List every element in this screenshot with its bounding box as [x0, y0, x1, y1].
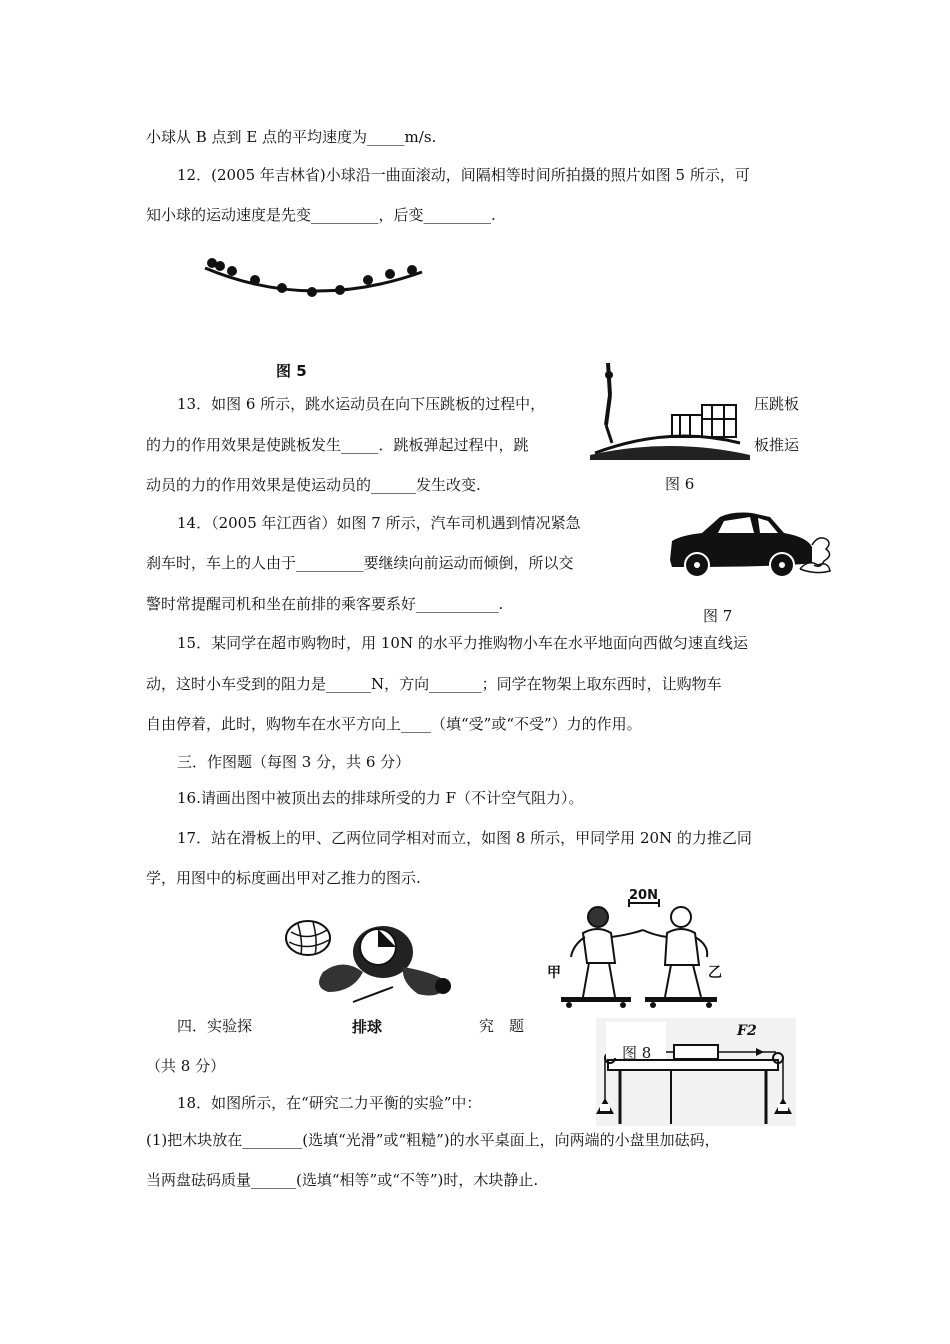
question-18: 18．如图所示，在“研究二力平衡的实验”中： — [177, 1094, 482, 1112]
question-15: 15．某同学在超市购物时，用 10N 的水平力推购物小车在水平地面向西做匀速直线运 — [177, 634, 748, 652]
question-17: 17．站在滑板上的甲、乙两位同学相对而立，如图 8 所示，甲同学用 20N 的力推乙同 — [177, 829, 752, 847]
text-line: 压跳板 — [754, 395, 800, 413]
text-line: 刹车时，车上的人由于_________要继续向前运动而倾倒，所以交 — [146, 554, 574, 572]
text-line: 板推运 — [754, 436, 800, 454]
text-line: 知小球的运动速度是先变_________，后变_________. — [146, 206, 496, 224]
question-18-part-1: (1)把木块放在________(选填“光滑”或“粗糙”)的水平桌面上，向两端的小盘里加砝码， — [146, 1131, 720, 1149]
volleyball-caption: 排球 — [352, 1018, 383, 1036]
question-16: 16.请画出图中被顶出去的排球所受的力 F（不计空气阻力）。 — [177, 789, 584, 807]
figure-7-car — [662, 505, 832, 585]
label-yi: 乙 — [708, 965, 722, 981]
text-line: 动员的力的作用效果是使运动员的______发生改变. — [146, 476, 481, 494]
text-line: 学，用图中的标度画出甲对乙推力的图示. — [146, 869, 421, 887]
force-f2-label: F2 — [737, 1023, 757, 1039]
figure-6-caption: 图 6 — [665, 475, 695, 493]
section-3-heading: 三．作图题（每图 3 分，共 6 分） — [177, 753, 411, 771]
section-4-heading: 四．实验探 — [177, 1017, 253, 1035]
figure-5-caption: 图 5 — [276, 362, 307, 380]
figure-8-caption: 图 8 — [622, 1044, 652, 1062]
text-line: 动，这时小车受到的阻力是______N，方向_______；同学在物架上取东西时，让购物车 — [146, 675, 722, 693]
text-line: 的力的作用效果是使跳板发生_____．跳板弹起过程中，跳 — [146, 436, 529, 454]
text-line: 究 题 — [479, 1017, 525, 1035]
label-jia: 甲 — [547, 965, 561, 981]
question-13: 13．如图 6 所示，跳水运动员在向下压跳板的过程中， — [177, 395, 546, 413]
text-line: 警时常提醒司机和坐在前排的乘客要系好___________. — [146, 595, 504, 613]
figure-6-diver — [590, 355, 750, 460]
figure-8-skateboarders — [543, 885, 733, 1010]
text-line: 当两盘砝码质量______(选填“相等”或“不等”)时，木块静止. — [146, 1171, 539, 1189]
scale-label: 20N — [629, 888, 658, 903]
text-line: 自由停着，此时，购物车在水平方向上____（填“受”或“不受”）力的作用。 — [146, 715, 642, 733]
figure-7-caption: 图 7 — [703, 607, 733, 625]
text-line: 小球从 B 点到 E 点的平均速度为_____m/s. — [146, 128, 437, 146]
question-12: 12．(2005 年吉林省)小球沿一曲面滚动，间隔相等时间所拍摄的照片如图 5 所示，可 — [177, 166, 750, 184]
volleyball-figure — [283, 912, 463, 1012]
figure-5-ball-path — [200, 250, 430, 310]
question-14: 14．（2005 年江西省）如图 7 所示，汽车司机遇到情况紧急 — [177, 514, 581, 532]
text-line: （共 8 分） — [146, 1057, 226, 1075]
